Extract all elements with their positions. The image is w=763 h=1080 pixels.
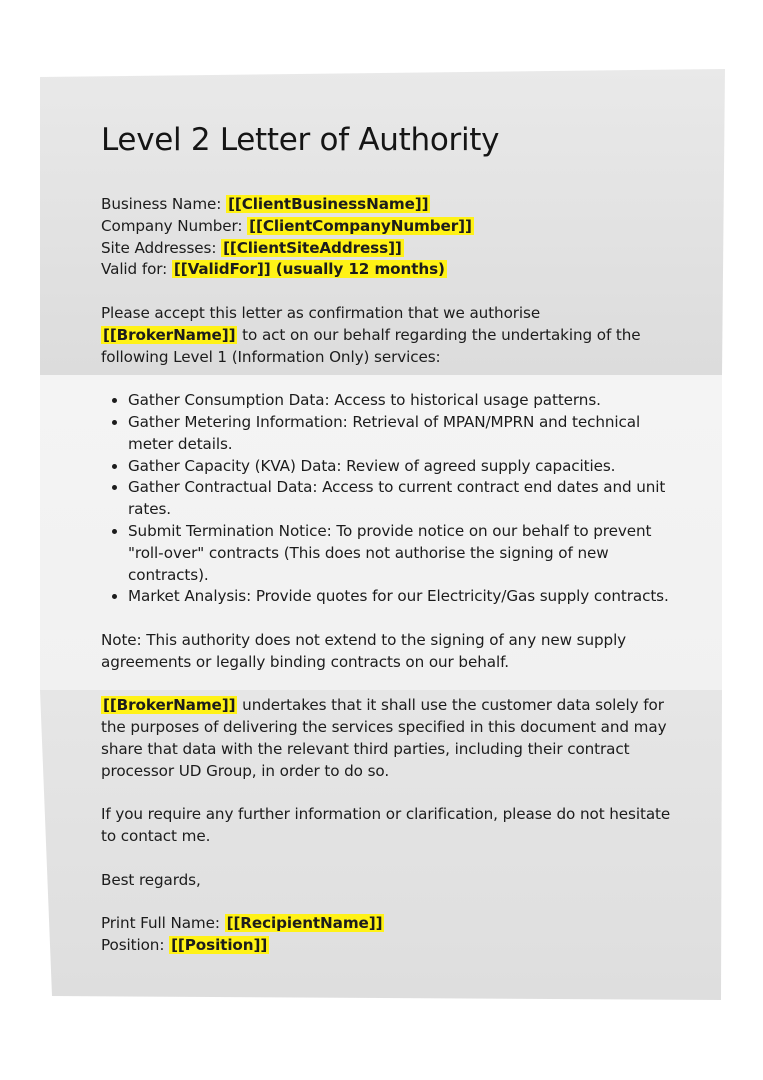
recipient-name-placeholder: [[RecipientName]]	[226, 914, 383, 933]
intro-text-before: Please accept this letter as confirmation that we authorise	[101, 303, 541, 322]
print-name-row	[101, 913, 673, 935]
site-addresses-label: Site Addresses:	[101, 238, 222, 257]
intro-text-after: to act on our behalf regarding the undertaking of the following Level 1 (Information Only) services:	[101, 325, 641, 366]
position-label: Position:	[101, 936, 170, 955]
position-placeholder: [[Position]]	[171, 936, 268, 955]
list-item: • Gather Consumption Data: Access to historical usage patterns.	[128, 390, 673, 412]
further-info-paragraph: If you require any further information or clarification, please do not hesitate to contact me.	[101, 805, 671, 846]
business-name-placeholder: [[ClientBusinessName]]	[228, 195, 429, 213]
broker-name-placeholder-2: [[BrokerName]]	[103, 696, 236, 715]
undertaking-paragraph	[101, 695, 673, 782]
site-addresses-placeholder: [[ClientSiteAddress]]	[223, 238, 402, 257]
company-number-label: Company Number:	[101, 216, 248, 235]
print-name-label: Print Full Name:	[101, 914, 225, 933]
position-row	[101, 935, 673, 957]
valid-for-row	[101, 259, 673, 281]
letter-content	[101, 118, 673, 957]
note-paragraph: Note: This authority does not extend to the signing of any new supply agreements or legally binding contracts on our behalf.	[101, 630, 627, 671]
list-item: • Market Analysis: Provide quotes for our Electricity/Gas supply contracts.	[128, 586, 673, 608]
company-number-row	[101, 216, 673, 238]
services-list	[101, 390, 673, 608]
list-item: • Gather Capacity (KVA) Data: Review of agreed supply capacities.	[128, 456, 673, 478]
intro-paragraph	[101, 303, 673, 368]
valid-for-placeholder: [[ValidFor]] (usually 12 months)	[173, 260, 445, 279]
valid-for-label: Valid for:	[101, 260, 172, 279]
signature-block	[101, 913, 673, 957]
client-details	[101, 194, 673, 281]
list-item: • Gather Contractual Data: Access to current contract end dates and unit rates.	[128, 477, 673, 521]
site-addresses-row	[101, 238, 673, 260]
list-item: • Gather Metering Information: Retrieval of MPAN/MPRN and technical meter details.	[128, 412, 673, 456]
undertaking-text: undertakes that it shall use the customer data solely for the purposes of delivering the services specified in this document and may share that data with the relevant third parties, including their contract processor UD Group, in order to do so.	[101, 696, 667, 780]
business-name-row	[101, 194, 673, 216]
closing-line: Best regards,	[101, 870, 201, 889]
letter-title: Level 2 Letter of Authority	[101, 122, 500, 158]
company-number-placeholder: [[ClientCompanyNumber]]	[249, 216, 472, 235]
business-name-label: Business Name:	[101, 195, 227, 213]
broker-name-placeholder: [[BrokerName]]	[103, 325, 236, 344]
list-item: • Submit Termination Notice: To provide notice on our behalf to prevent "roll-over" contracts (This does not authorise the signing of new contracts).	[128, 521, 673, 586]
